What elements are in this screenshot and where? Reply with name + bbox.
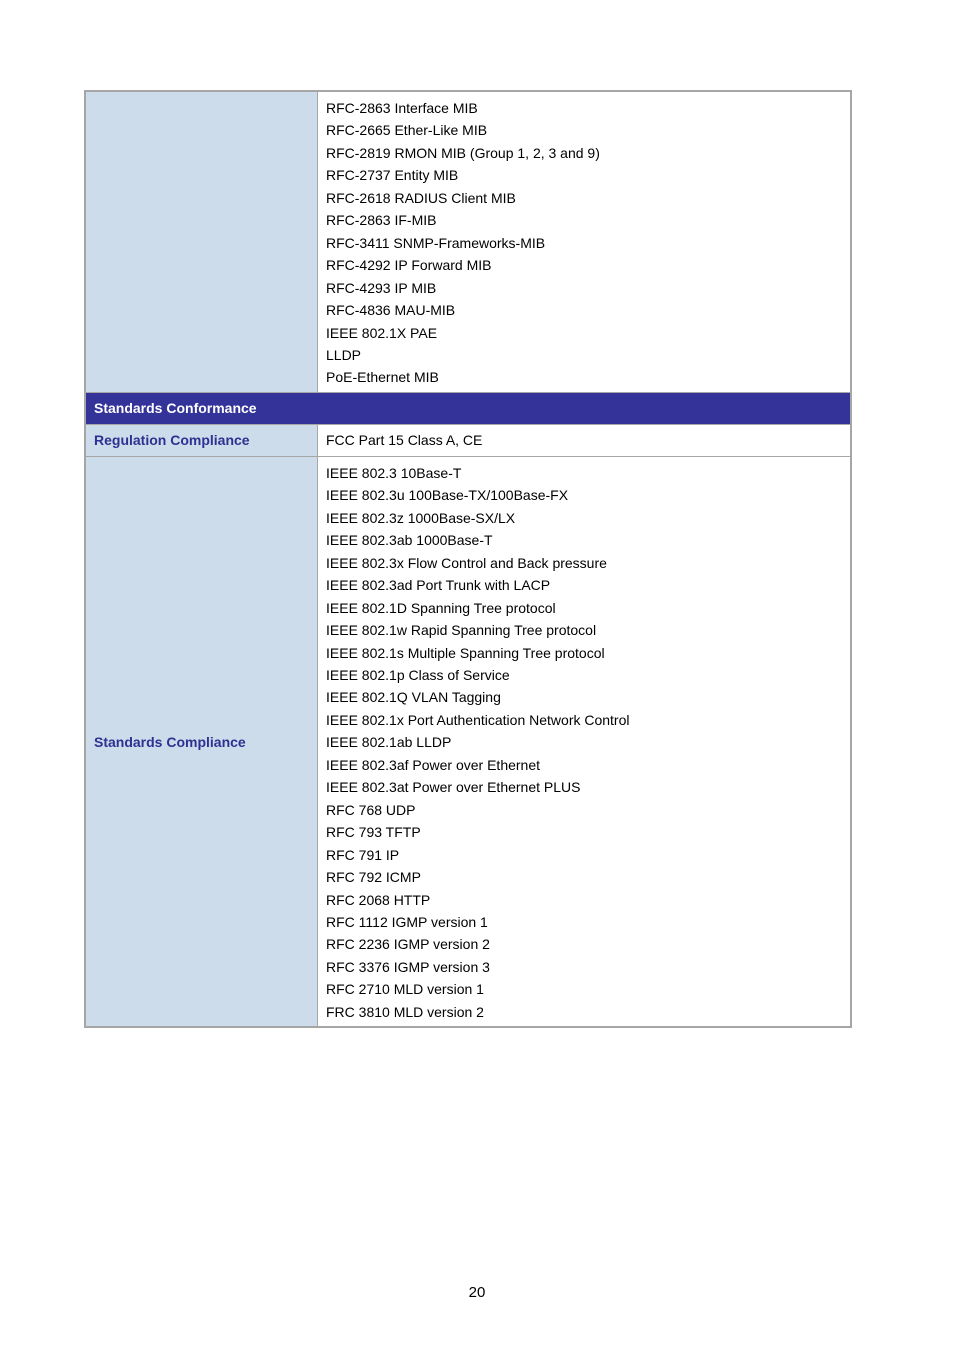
standards-item: IEEE 802.1x Port Authentication Network Control xyxy=(326,711,630,728)
regulation-label: Regulation Compliance xyxy=(86,425,318,456)
mib-item: RFC-4293 IP MIB xyxy=(326,279,437,296)
standards-item: IEEE 802.3ab 1000Base-T xyxy=(326,532,493,549)
standards-item: IEEE 802.3z 1000Base-SX/LX xyxy=(326,509,516,526)
mib-item: RFC-4836 MAU-MIB xyxy=(326,302,456,319)
mib-label-cell xyxy=(86,92,318,392)
standards-item: RFC 793 TFTP xyxy=(326,824,421,841)
standards-item: RFC 2068 HTTP xyxy=(326,891,431,908)
standards-item: RFC 792 ICMP xyxy=(326,869,421,886)
standards-item: IEEE 802.1s Multiple Spanning Tree protocol xyxy=(326,644,605,661)
mib-item: RFC-2665 Ether-Like MIB xyxy=(326,122,488,139)
standards-item: RFC 768 UDP xyxy=(326,801,416,818)
standards-value-cell xyxy=(318,457,850,1026)
mib-item: RFC-2863 Interface MIB xyxy=(326,100,478,116)
mib-item: LLDP xyxy=(326,346,362,363)
standards-row xyxy=(86,457,850,1026)
regulation-value: FCC Part 15 Class A, CE xyxy=(326,432,483,449)
standards-item: IEEE 802.3u 100Base-TX/100Base-FX xyxy=(326,487,569,504)
mib-item: PoE-Ethernet MIB xyxy=(326,369,439,386)
mib-item: RFC-2819 RMON MIB (Group 1, 2, 3 and 9) xyxy=(326,144,600,161)
standards-item: RFC 2236 IGMP version 2 xyxy=(326,936,490,953)
spec-table xyxy=(84,90,852,1028)
mib-item: IEEE 802.1X PAE xyxy=(326,324,438,341)
mib-value-cell xyxy=(318,92,850,392)
standards-item: IEEE 802.3at Power over Ethernet PLUS xyxy=(326,779,581,796)
mib-item: RFC-4292 IP Forward MIB xyxy=(326,257,492,274)
standards-item: RFC 2710 MLD version 1 xyxy=(326,981,484,998)
standards-label: Standards Compliance xyxy=(86,457,318,1026)
standards-item: IEEE 802.1ab LLDP xyxy=(326,734,452,751)
mib-item: RFC-2737 Entity MIB xyxy=(326,167,459,184)
standards-item: RFC 3376 IGMP version 3 xyxy=(326,958,490,975)
standards-item: RFC 1112 IGMP version 1 xyxy=(326,913,488,930)
mib-row xyxy=(86,92,850,393)
standards-item: FRC 3810 MLD version 2 xyxy=(326,1003,484,1020)
mib-item: RFC-2618 RADIUS Client MIB xyxy=(326,189,516,206)
standards-item: IEEE 802.3af Power over Ethernet xyxy=(326,756,541,773)
standards-item: IEEE 802.1p Class of Service xyxy=(326,666,510,683)
section-header: Standards Conformance xyxy=(86,393,850,425)
standards-item: RFC 791 IP xyxy=(326,846,400,863)
mib-item: RFC-2863 IF-MIB xyxy=(326,212,437,229)
standards-item: IEEE 802.1w Rapid Spanning Tree protocol xyxy=(326,622,597,639)
standards-item: IEEE 802.1D Spanning Tree protocol xyxy=(326,599,556,616)
standards-item: IEEE 802.1Q VLAN Tagging xyxy=(326,689,501,706)
standards-item: IEEE 802.3 10Base-T xyxy=(326,464,462,481)
page-number: 20 xyxy=(468,1284,486,1301)
mib-item: RFC-3411 SNMP-Frameworks-MIB xyxy=(326,234,546,251)
standards-item: IEEE 802.3ad Port Trunk with LACP xyxy=(326,577,551,594)
regulation-row xyxy=(86,425,850,457)
standards-item: IEEE 802.3x Flow Control and Back pressure xyxy=(326,554,607,571)
